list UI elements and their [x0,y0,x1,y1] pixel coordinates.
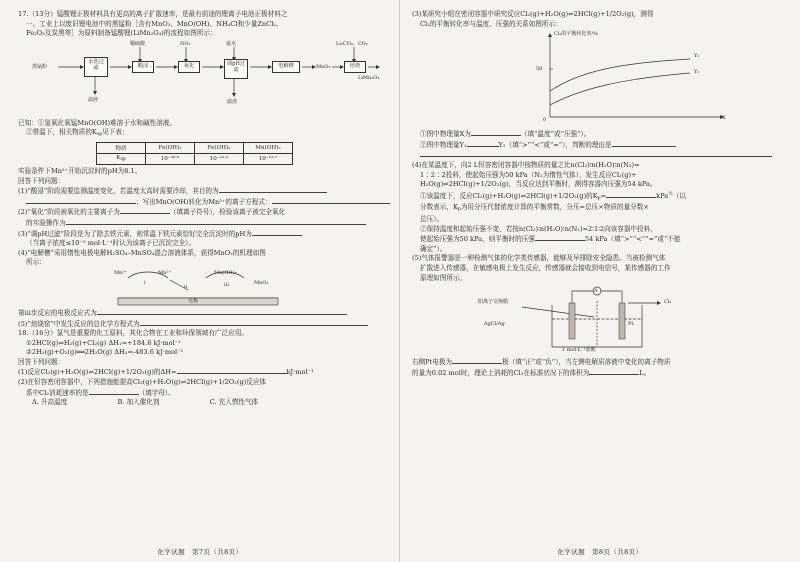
answer-blank[interactable] [471,129,521,136]
q4-part1-b: 分数表示，$K_p$为用分压代替浓度计算的平衡常数，分压=总压×物质的量分数× [420,203,649,213]
graph-axes [530,31,730,127]
graph-curve-y1: Y₁ [694,53,700,60]
q3-line-2: Cl₂的平衡转化率与温度、压强的关系如图所示： [420,19,562,28]
q4-line-1: (4)在某温度下，向2 L恒容密闭容器中按物质的量之比n(Cl₂)∶n(H₂O)∶n(N₂)= [412,160,640,169]
page-footer-7: 化学试题 第7页（共8页） [157,548,243,556]
option-a[interactable]: A. 升高温度 [32,398,68,407]
conversion-graph [412,31,788,127]
q18-part2-a: (2)在恒容密闭容器中，下列措施能提高Cl₂(g)+H₂O(g)⇌2HCl(g)+1/2O₂(g)反应体 [18,378,267,387]
q17-part2-b: 的实验操作为 [18,218,390,229]
flow-step-oxidize: 氧化 [178,61,200,73]
q17-part3-b: （当离子浓度≤10⁻⁵ mol·L⁻¹时认为该离子已沉淀完全）。 [26,239,196,248]
answer-blank[interactable] [120,207,170,214]
q18-prompt: 回答下列问题： [18,357,65,366]
q4-line-2: 1∶2∶2投料，使起始压强为50 kPa（N₂为惰性气体），发生反应Cl₂(g)+ [420,170,637,179]
cell-membrane-label: 阳离子交换膜 [478,299,509,306]
known-1: 已知：①氢氧化氧锰MnO(OH)难溶于水和碱性溶液。 [18,118,176,127]
flow-product-limn2o4: LiMn₂O₄ [358,74,380,81]
cell-gas-label: Cl₂ [664,299,672,306]
mech-electrode-label: 电极 [188,297,199,304]
process-flow-diagram [18,41,390,117]
ksp-table [96,142,293,165]
q5-answer-a: 右侧Pt电极为 极（填“正”或“负”），当左侧电解质溶液中变化的离子物质 [412,358,671,367]
q17-part4-a: (4)“电解槽”采用惰性电极电解H₂SO₄–MnSO₄混合溶液体系，获得MnO₂的机理如图 [18,248,266,257]
q18-part1: (1)反应Cl₂(g)+H₂O(g)⇌2HCl(g)+1/2O₂(g)的ΔH= kJ·mol⁻¹ [18,368,314,377]
flow-reagent-li2co3: Li₂CO₃、CO₂ [336,40,368,47]
q17-line-1: 17.（13分）锰酸锂正极材料具有更高的离子扩散速率，是最有前途的锂离子电池正极材料之 [18,10,288,18]
q3-part2-cont [412,150,788,161]
q17-part1-a: (1)“酸浸”阶段需要监测温度变化，若温度太高时需要冷却，其目的为 [18,186,390,197]
q4-part2-c: 确定”）。 [420,244,447,253]
cell-electrolyte-label: 1 mol·L⁻¹盐酸 [562,347,596,354]
flow-reagent-no2: NO₂ [180,40,191,47]
q17-part5: (5)“焙烧窑”中发生反应的总化学方程式为 [18,319,390,330]
q3-part2: ②图中物理量Y₁ Y₂（填“>”“<”或“=”），判断的理由是 [412,140,788,151]
sensor-cell-diagram [412,283,788,355]
q17-part1-b: ；写出MnO(OH)转化为Mn²⁺的离子方程式： [18,197,390,208]
ksp-value-cell: 10⁻³⁸·⁶ [146,153,195,164]
flow-start-label: 黑锰粉 [32,63,48,70]
ksp-header-row [97,142,293,153]
mech-ion-mnoh2: Mn(OH)₂ [214,269,237,276]
mech-step-ii: ii [184,283,188,290]
known-2: ②常温下，相关物质的$K_{sp}$见下表： [26,128,129,138]
ksp-header-cell: Fe(OH)₂ [195,142,244,153]
q3-line-1: (3)某研究小组在密闭容器中研究反应Cl₂(g)+H₂O(g)⇌2HCl(g)+1/2O₂(g)，测得 [412,10,654,18]
mech-ion-mn2: Mn²⁺ [158,269,171,276]
ksp-header-cell: 物质 [97,142,146,153]
answer-blank[interactable] [252,229,302,236]
q4-line-3: H₂O(g)⇌2HCl(g)+1/2O₂(g)，当反应达到平衡时，测得容器内压强为54 kPa。 [420,180,657,189]
answer-blank[interactable] [467,140,499,147]
answer-blank[interactable] [606,191,656,198]
q18-options [18,398,390,408]
flow-step-roast: 焙烧 [344,61,366,73]
q17-part4-b: 所示： [26,258,46,267]
q18-eq-1: ①2HCl(g)⇌H₂(g)+Cl₂(g) ΔH₁=+184.6 kJ·mol⁻¹ [26,338,181,347]
cell-agcl-label: AgCl/Ag [484,321,505,328]
q5-line-1: (5)气体报警器是一种检测气体的化学类传感器，能够及早排除安全隐患。当被检测气体 [412,254,666,263]
mech-ion-mn3: Mn³⁺ [114,269,127,276]
q17-line-2: 一。工业上以废旧锂电池中的黑锰粉［含有MnO₂、MnO(OH)、NH₄Cl和少量ZnCl₂、 [26,19,283,28]
answer-blank[interactable] [452,357,502,364]
flow-product-mno2: MnO₂ [316,63,331,70]
q4-part2-a: ②保持温度和起始压强不变，若按n(Cl₂)∶n(H₂O)∶n(N₂)=2∶1∶2向该容器中投料， [420,224,657,233]
flow-step-wash: 水洗过滤 [84,57,108,77]
q3-part1: ①图中物理量X为 （填“温度”或“压强”）。 [420,130,591,139]
answer-blank[interactable] [589,368,639,375]
answer-blank[interactable] [177,367,287,374]
ksp-value-row [97,153,293,164]
exam-page-8 [400,0,800,562]
cell-meter-label: A [594,288,598,295]
electrolysis-mechanism-diagram [18,268,390,308]
flow-step-acid-leach: 酸浸 [132,61,154,73]
answer-blank[interactable] [89,388,139,395]
flow-waste-filtrate: 滤液 [88,96,99,103]
graph-xlabel: X [722,115,726,122]
q17-part2-a: (2)“氧化”阶段被氧化的主要离子为 （填离子符号），检验该离子被完全氧化 [18,208,286,217]
cell-pt-label: Pt [628,321,634,328]
flow-reagent-ammonia: 氨水 [226,40,237,47]
ksp-header-cell: Mn(OH)₂ [244,142,293,153]
ksp-header-cell: Fe(OH)₃ [146,142,195,153]
mech-ion-mno2: MnO₂ [254,279,269,286]
q17-line-3: Fe₂O₃及炭黑等］为原料制备锰酸锂(LiMn₂O₄)的流程如图所示： [26,29,217,38]
q4-part1-c: 总压）。 [420,214,444,223]
q5-line-3: 原理如图所示。 [420,273,467,282]
ksp-value-cell: 10⁻¹⁶·³ [195,153,244,164]
graph-ylabel: Cl₂的平衡转化率/% [554,31,598,38]
q18-part2-b: 系中Cl₂消耗速率的是 （填字母）。 [26,388,175,397]
graph-curve-y2: Y₂ [694,69,700,76]
q17-part3-a: (3)“调pH过滤”阶段是为了除去铁元素，则常温下铁元素恰好完全沉淀时的pH为 [18,229,390,240]
q18-line-1: 18.（16分）氯气是重要的化工原料，其化合物在工业和环保领域有广泛应用。 [18,329,248,338]
answer-blank[interactable] [26,197,136,204]
q18-eq-2: ②2H₂(g)+O₂(g)══2H₂O(g) ΔH₂=-483.6 kJ·mol⁻¹ [26,348,184,357]
graph-tick-50: 50 [536,66,543,73]
q17-part4-c: 第iii步反应的电极反应式为 [18,308,390,319]
answer-blank[interactable] [535,234,585,241]
graph-origin: 0 [543,117,547,124]
ksp-value-cell: 10⁻¹²·⁷ [244,153,293,164]
flow-arrows [18,41,390,117]
option-c[interactable]: C. 充入惰性气体 [209,398,259,407]
answer-prompt: 回答下列问题： [18,176,65,185]
q4-part2-b: 使起始压强为50 kPa，则平衡时的压强 54 kPa（填“>”“<”“=”或“不能 [420,235,681,244]
mech-step-i: i [144,279,146,286]
flow-step-adjust-ph: 调pH过滤 [224,59,248,79]
ksp-row-label: $K_{sp}$ [97,153,146,164]
cell-drawing [452,283,692,355]
flow-reagent-sulfuric-acid: 稀硫酸 [130,40,146,47]
condition-line: 实验条件下Mn²⁺开始沉淀时的pH为8.1。 [18,166,142,175]
flow-step-electrolysis: 电解槽 [272,61,300,73]
option-b[interactable]: B. 加入催化剂 [117,398,160,407]
q5-line-2: 扩散进入传感器，在敏感电极上发生反应，传感器就会接收到电信号，某传感器的工作 [420,263,671,272]
flow-waste-residue: 滤渣 [227,98,238,105]
mech-step-iii: iii [224,281,229,288]
q5-answer-b: 的量为0.02 mol时，理论上消耗的Cl₂在标准状况下的体积为 L。 [412,368,651,377]
page-footer-8: 化学试题 第8页（共8页） [557,548,643,556]
q4-part1-a: ①该温度下，反应Cl₂(g)+H₂O(g)⇌2HCl(g)+1/2O₂(g)的$K_p= kPa^{\frac{1}{2}}$（以 [420,191,686,201]
